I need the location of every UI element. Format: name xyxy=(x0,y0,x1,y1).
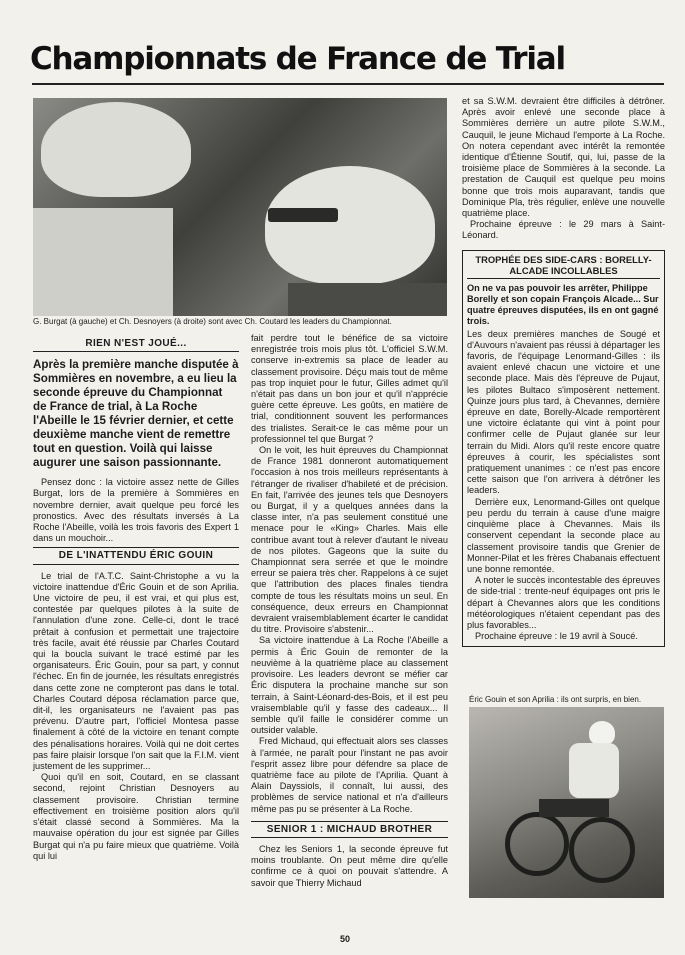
right-rider-visor-shape xyxy=(268,208,338,222)
sidebar-lead: On ne va pas pouvoir les arrêter, Philippe Borelly et son copain François Alcade... Sur quatre épreuves disputées, ils en ont gagné trois. xyxy=(467,282,659,326)
paragraph: Fred Michaud, qui effectuait alors ses classes à l'armée, ne paraît pour l'instant ne pas avoir l'esprit assez libre pour défendre sa place de quatrième face au pilote de l'Aprilia. Quant à Alain Dayssiols, il connaît, lui aussi, des problèmes de service national et n'a d'ailleurs même pas pu se présenter à La Roche. xyxy=(251,736,448,814)
paragraph: Prochaine épreuve : le 29 mars à Saint-Léonard. xyxy=(462,219,665,241)
section-heading: SENIOR 1 : MICHAUD BROTHER xyxy=(251,821,448,838)
rear-wheel-shape xyxy=(505,812,569,876)
paragraph: Le trial de l'A.T.C. Saint-Christophe a vu la victoire inattendue d'Éric Gouin et de son Aprilia. Une victoire de peu, il est vrai, et qui plus est, contestée par quelques pilotes à la suite de l'annulation d'une zone. Celle-ci, dont le tracé prêtait à confusion et permettait une trajectoire très facile, avait été réussie par Charles Coutard qui la boucla suivant le tracé estimé par les organisateurs. Éric Gouin, pour sa part, y connut l'échec. En fin de journée, les résultats enregistrés dans cette zone ne compteront pas dans le total. Charles Coutard déposa réclamation parce que, dit-il, les organisateurs ne l'avaient pas pas prévenu. D'autre part, l'officiel Montesa passe finalement à côté de la victoire en tenant compte des pénalisations horaires. Voilà qui ne doit certes pas faire plaisir lorsque l'on sait que la F.I.M. vient justement de les supprimer... xyxy=(33,570,239,772)
rider-on-motorcycle-photo xyxy=(469,707,664,898)
right-rider-body-shape xyxy=(288,283,447,316)
left-rider-body-shape xyxy=(33,208,173,316)
column-middle xyxy=(251,333,448,889)
rider-helmet-shape xyxy=(589,721,615,745)
paragraph: Quoi qu'il en soit, Coutard, en se classant second, rejoint Christian Desnoyers au classement provisoire. Christian termine effectivement en troisième position alors qu'il s'était classé second à Sommières. Ma la mauvaise opération du jour est signée par Gilles Burgat qui n'a pu faire mieux que quatrième. Voilà qui lui xyxy=(33,772,239,861)
section-heading: DE L'INATTENDU ÉRIC GOUIN xyxy=(33,547,239,564)
left-helmet-shape xyxy=(41,102,191,197)
column-right xyxy=(462,96,665,647)
paragraph: Prochaine épreuve : le 19 avril à Soucé. xyxy=(475,631,638,642)
paragraph: On le voit, les huit épreuves du Championnat de France 1981 donneront automatiquement l'occasion à nos trois meilleurs représentants à l'étranger de rivaliser d'habileté et de précision. En fait, l'arrivée des jeunes tels que Desnoyers ou Burgat, il y a quelques années dans la classe inter, n'a pas seulement constitué une menace pour le «King» Charles. Mais elle contribue avant tout à relever d'autant le niveau de nos pilotes. Gageons que la suite du Championnat sera serrée et que le moindre erreur se paiera très cher. Rappelons à ce sujet que l'attribution des places finales tiendra compte de tous les résultats moins un seul. En conséquence, deux erreurs en Championnat devraient vraisemblablement écarter le candidat du titre. Provisoire s'abstenir... xyxy=(251,445,448,635)
sidecar-sidebar-box xyxy=(462,250,665,648)
paragraph: fait perdre tout le bénéfice de sa victoire enregistrée trois mois plus tôt. L'officiel S.W.M. conserve in-extremis sa place de leader au classement provisoire. Déçu mais tout de même pas trop inquiet pour le futur, Gilles admet qu'il n'était pas dans un bon jour et qu'il n'apprécie guère cette épreuve. Les goûts, en matière de trial, conditionnent souvent les performances des trialistes. Serait-ce le cas même pour un professionnel tel que Burgat ? xyxy=(251,333,448,444)
right-helmet-shape xyxy=(265,166,435,284)
section-heading: RIEN N'EST JOUÉ... xyxy=(33,336,239,352)
rider-body-shape xyxy=(569,743,619,798)
title-rule xyxy=(32,83,664,85)
front-wheel-shape xyxy=(569,817,635,883)
riders-photo xyxy=(33,98,447,316)
paragraph: A noter le succès incontestable des épreuves de side-trial : trente-neuf équipages ont pris le départ à Chevannes alors que les conditions météorologiques n'étaient cependant pas des plus favorables... xyxy=(467,575,660,630)
paragraph: et sa S.W.M. devraient être difficiles à détrôner. Après avoir enlevé une seconde place à Sommières derrière un autre pilote S.W.M., Cauquil, le jeune Michaud l'emporte à La Roche. On notera cependant avec intérêt la remontée identique d'Étienne Soutif, qui, lui, passe de la troisième place de Sommières à la seconde. La prestation de Cauquil est quelque peu moins bonne que trois mois auparavant, tandis que Dominique Pla, très régulier, enlève une nouvelle quatrième place. xyxy=(462,96,665,219)
bottom-photo-caption: Éric Gouin et son Aprilia : ils ont surpris, en bien. xyxy=(469,695,642,704)
bike-frame-shape xyxy=(539,799,609,817)
paragraph: Derrière eux, Lenormand-Gilles ont quelque peu perdu du terrain à cause d'une maigre cinquième place à Chevannes. Mais ils conservent cependant la seconde place au classement provisoire tandis que Grenier de Monner-Pilat et les frères Chabanais effectuent une bonne remontée. xyxy=(467,496,660,574)
paragraph: Pensez donc : la victoire assez nette de Gilles Burgat, lors de la première à Sommières en novembre dernier, avait quelque peu forcé les pronostics. Avec des résultats inversés à La Roche l'Abeille, voilà les trois favoris des Expert 1 dans un mouchoir... xyxy=(33,477,239,544)
paragraph: Les deux premières manches de Sougé et d'Auvours n'avaient pas réussi à départager les favoris, de l'équipage Lenormand-Gilles : ils avaient enlevé chacun une victoire et une seconde place. Mais dès l'épreuve de Pujaut, les pilotes Bultaco s'imposèrent nettement. Quinze jours plus tard, à Chevannes, dernière épreuve en date, Borelly-Alcade remportèrent une victoire éclatante qui vint à point pour confirmer celle de Pujaut glanée sur leur terrain du Midi. Alors qu'il reste encore quatre épreuves à courir, les spécialistes sont pratiquement unanimes : ce n'est pas encore cette saison que l'on arrivera à détrôner les leaders. xyxy=(467,328,660,496)
top-photo-caption: G. Burgat (à gauche) et Ch. Desnoyers (à droite) sont avec Ch. Coutard les leaders du Championnat. xyxy=(33,317,392,326)
lead-paragraph: Après la première manche disputée à Sommières en novembre, a eu lieu la seconde épreuve du Championnat de France de trial, à La Roche l'Abeille le 15 février dernier, et cette deuxième manche vient de remettre tout en question. Voilà qui laisse augurer une saison passionnante. xyxy=(33,358,239,470)
page-title: Championnats de France de Trial xyxy=(30,41,565,77)
sidebar-heading: TROPHÉE DES SIDE-CARS : BORELLY-ALCADE INCOLLABLES xyxy=(467,254,660,279)
paragraph: Sa victoire inattendue à La Roche l'Abeille a permis à Éric Gouin de remonter de la neuvième à la quatrième place au classement provisoire. Les leaders devront se méfier car Éric disputera la prochaine manche sur son terrain, à Saint-Léonard-des-Bois, et il est peu vraisemblable qu'il y fasse des cadeaux... Il semble qu'il faille le considérer comme un outsider valable. xyxy=(251,635,448,736)
column-left xyxy=(33,333,239,862)
page-number: 50 xyxy=(340,934,351,944)
paragraph: Chez les Seniors 1, la seconde épreuve fut moins troublante. On peut même dire qu'elle confirme ce à quoi on pouvait s'attendre. A savoir que Thierry Michaud xyxy=(251,843,448,888)
